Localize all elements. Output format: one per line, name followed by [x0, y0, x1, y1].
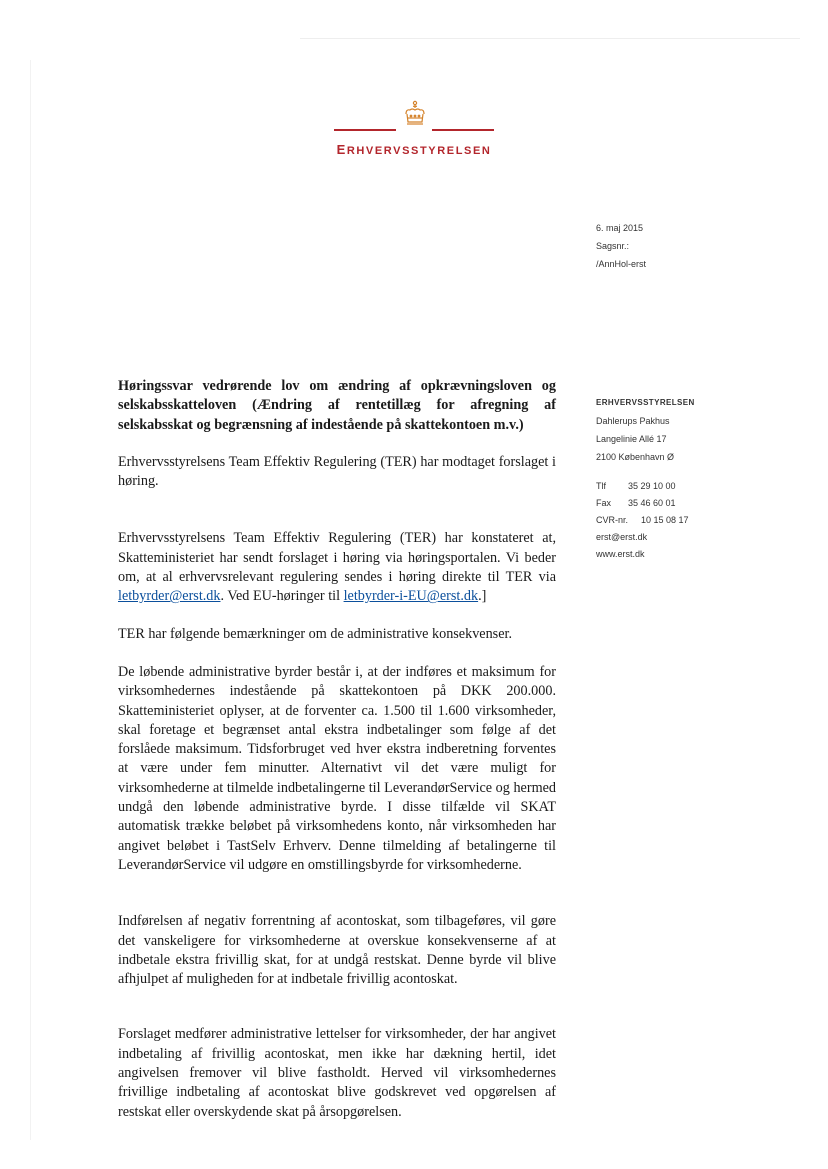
paragraph-relief: Forslaget medfører administrative lettelser for virksomheder, der har angivet indbetaling af frivillig acontoskat, men ikke har dækning hertil, idet angivelsen fremover vil blive fastholdt. Herved vil virksomhedernes frivillige indbetaling af acontoskat blive godskrevet ved opgørelsen af restskat eller overskydende skat på årsopgørelsen. — [118, 1026, 556, 1120]
letbyrder-eu-email-link[interactable]: letbyrder-i-EU@erst.dk — [343, 588, 479, 605]
logo-rule-right — [432, 129, 494, 131]
case-number-label: Sagsnr.: — [596, 241, 630, 251]
paragraph-hearing-end: .] — [478, 588, 487, 605]
fax-label: Fax — [596, 498, 612, 508]
sender-name: ERHVERVSSTYRELSEN — [596, 398, 695, 407]
letter-title: Høringssvar vedrørende lov om ændring af opkrævningsloven og selskabsskatteloven (Ændring af rentetillæg for afregning af selskabsskat og begrænsning af indestående på skattekontoen m.v.) — [118, 378, 556, 433]
paragraph-hearing-mid: . Ved EU-høringer til — [220, 588, 344, 605]
cvr-number: 10 15 08 17 — [641, 515, 689, 525]
sender-cvr-row — [596, 512, 796, 529]
sender-email-row — [596, 529, 796, 546]
scan-edge-top — [300, 38, 800, 39]
sender-address-1: Dahlerups Pakhus — [596, 416, 670, 426]
logo-wordmark-rest: RHVERVSSTYRELSEN — [346, 145, 492, 157]
paragraph-negative-interest: Indførelsen af negativ forrentning af acontoskat, som tilbageføres, vil gøre det vanskeligere for virksomhederne at overskue konsekvenserne af at indbetale ekstra frivillig skat, for at undgå restskat. Denne byrde vil blive afhjulpet af muligheden for at indbetale frivillig acontoskat. — [118, 913, 556, 988]
fax-number: 35 46 60 01 — [628, 498, 676, 508]
scan-edge-left — [30, 60, 31, 1140]
sender-web-row — [596, 546, 796, 563]
sender-address-3: 2100 København Ø — [596, 452, 675, 462]
phone-label: Tlf — [596, 481, 606, 491]
agency-logo — [334, 100, 494, 160]
intro-paragraph: Erhvervsstyrelsens Team Effektiv Regulering (TER) har modtaget forslaget i høring. — [118, 453, 556, 490]
reference: /AnnHol-erst — [596, 259, 647, 269]
sender-email: erst@erst.dk — [596, 532, 648, 542]
sender-address-2: Langelinie Allé 17 — [596, 434, 667, 444]
sender-phone-row — [596, 478, 796, 495]
paragraph-hearing-text: Erhvervsstyrelsens Team Effektiv Regulering (TER) har konstateret at, Skatteministeriet har sendt forslaget i høring via høringsportalen. Vi beder om, at al erhvervsrelevant regulering sendes i høring direkte til TER via — [118, 530, 556, 586]
logo-wordmark: ERHVERVSSTYRELSEN — [336, 142, 492, 157]
letter-meta — [596, 219, 646, 273]
paragraph-remarks-intro: TER har følgende bemærkninger om de administrative konsekvenser. — [118, 625, 512, 642]
sender-fax-row — [596, 495, 796, 512]
sender-block — [596, 394, 796, 563]
letbyrder-email-link[interactable]: letbyrder@erst.dk — [118, 588, 221, 605]
cvr-label: CVR-nr. — [596, 515, 629, 525]
letter-date: 6. maj 2015 — [596, 223, 644, 233]
logo-rule-left — [334, 129, 396, 131]
paragraph-ongoing-burdens: De løbende administrative byrder består i, at der indføres et maksimum for virksomhedernes indestående på skattekontoen på DKK 200.000. Skatteministeriet oplyser, at de forventer ca. 1.500 til 1.600 virksomheder, skal foretage et begrænset antal ekstra indbetalinger som følge af det forslåede maksimum. Tidsforbruget ved hver ekstra indberetning forventes at være under fem minutter. Alternativt vil det være muligt for virksomhederne at tilmelde indbetalingerne til LeverandørService og hermed undgå den løbende administrative byrde. I disse tilfælde vil SKAT automatisk trække beløbet på virksomhedens konto, når virksomheden har angivet beløbet i TastSelv Erhverv. Denne tilmelding af betalingerne til LeverandørService vil udgøre en omstillingsbyrde for virksomhederne. — [118, 663, 556, 873]
paragraph-hearing-portal — [118, 529, 556, 606]
letter-body — [118, 377, 556, 1122]
phone-number: 35 29 10 00 — [628, 481, 676, 491]
crown-icon — [402, 100, 428, 128]
sender-website: www.erst.dk — [596, 549, 645, 559]
